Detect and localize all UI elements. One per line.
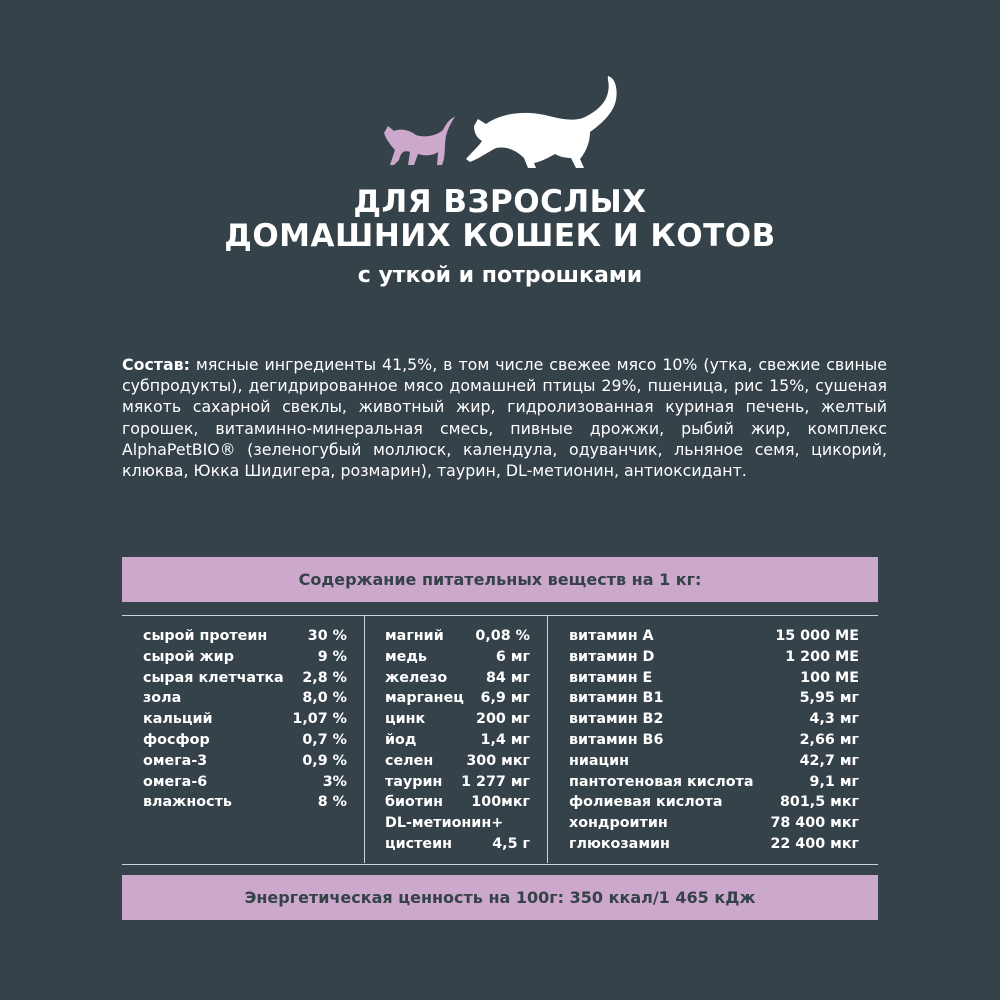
nutrient-row: [569, 647, 859, 668]
nutrient-value: 5,95 мг: [799, 690, 859, 707]
nutrient-name: марганец: [385, 690, 464, 707]
nutrient-name: кальций: [143, 711, 213, 728]
subtitle: с уткой и потрошками: [357, 263, 643, 288]
nutrient-name: влажность: [143, 794, 232, 811]
nutrient-name: селен: [385, 752, 434, 769]
energy-value: Энергетическая ценность на 100г: 350 ккал/1 465 кДж: [122, 875, 878, 920]
nutrient-row: [569, 688, 859, 709]
nutrient-name: фосфор: [143, 731, 210, 748]
column-divider: [364, 615, 365, 863]
nutrient-name: сырой жир: [143, 648, 234, 665]
nutrient-row: [385, 626, 530, 647]
nutrient-value: 2,66 мг: [799, 731, 859, 748]
nutrient-row: [569, 751, 859, 772]
title-line-2: ДОМАШНИХ КОШЕК И КОТОВ: [224, 218, 776, 254]
nutrient-name: хондроитин: [569, 815, 668, 832]
cats-illustration: [0, 0, 1000, 180]
nutrient-value: 1 277 мг: [461, 773, 530, 790]
nutrient-name: омега-3: [143, 752, 208, 769]
composition-label: Состав:: [122, 355, 190, 374]
nutrient-row: [569, 730, 859, 751]
nutrient-row: [385, 792, 530, 813]
nutrient-value: 1 200 МЕ: [785, 648, 859, 665]
nutrient-row: [143, 668, 347, 689]
nutrient-value: 8 %: [317, 794, 347, 811]
nutrient-row: [385, 751, 530, 772]
nutrient-row: [143, 751, 347, 772]
nutrient-row: [385, 647, 530, 668]
nutrient-value: 0,08 %: [475, 628, 530, 644]
nutrient-row: [385, 834, 530, 855]
nutrients-column-3: [569, 626, 859, 855]
nutrient-value: 15 000 МЕ: [775, 628, 859, 644]
nutrient-name: витамин В6: [569, 731, 664, 748]
nutrient-value: 6 мг: [495, 648, 530, 665]
kitten-icon: [384, 117, 455, 165]
nutrient-value: 42,7 мг: [799, 752, 859, 769]
nutrient-value: 9,1 мг: [809, 773, 859, 790]
nutrient-value: 22 400 мкг: [770, 835, 859, 852]
nutrients-column-2: [385, 626, 530, 855]
nutrient-value: 9 %: [317, 648, 347, 665]
nutrient-value: 8,0 %: [302, 690, 347, 707]
nutrient-name: омега-6: [143, 773, 208, 790]
nutrient-row: [143, 688, 347, 709]
nutrient-value: 100 МЕ: [800, 669, 859, 686]
nutrient-value: 300 мкг: [466, 752, 530, 769]
nutrient-row: [385, 668, 530, 689]
nutrient-row: [385, 688, 530, 709]
composition-text: [122, 354, 887, 481]
nutrient-row: [385, 772, 530, 793]
nutrient-value: 84 мг: [485, 669, 530, 686]
nutrient-name: зола: [143, 690, 182, 707]
nutrient-value: 78 400 мкг: [770, 815, 859, 832]
nutrient-name: DL-метионин+: [385, 815, 504, 832]
nutrient-value: 1,4 мг: [480, 731, 530, 748]
nutrient-value: 3%: [322, 773, 347, 790]
nutrient-row: [385, 730, 530, 751]
nutrient-row: [569, 709, 859, 730]
nutrient-value: 0,9 %: [302, 752, 347, 769]
nutrient-row: [569, 834, 859, 855]
nutrient-value: 0,7 %: [302, 731, 347, 748]
nutrient-value: 4,3 мг: [809, 711, 859, 728]
title-line-1: ДЛЯ ВЗРОСЛЫХ: [353, 184, 647, 220]
nutrient-row: [143, 792, 347, 813]
nutrient-name: глюкозамин: [569, 835, 670, 852]
nutrient-value: 1,07 %: [292, 711, 347, 728]
nutrient-name: биотин: [385, 794, 444, 811]
nutrient-name: пантотеновая кислота: [569, 773, 754, 790]
nutrient-row: [569, 626, 859, 647]
nutrient-name: таурин: [385, 773, 443, 790]
nutrient-value: 30 %: [307, 628, 347, 644]
nutrient-row: [143, 730, 347, 751]
nutrients-column-1: [143, 626, 347, 813]
nutrient-name: железо: [385, 669, 448, 686]
nutrient-name: витамин D: [569, 648, 655, 665]
nutrient-name: цинк: [385, 711, 426, 728]
nutrient-row: [143, 647, 347, 668]
nutrient-value: 4,5 г: [492, 835, 530, 852]
nutrient-name: витамин В1: [569, 690, 664, 707]
cat-icon: [466, 76, 617, 168]
nutrient-name: сырой протеин: [143, 628, 268, 644]
nutrient-row: [143, 709, 347, 730]
nutrient-name: витамин В2: [569, 711, 664, 728]
column-divider: [547, 615, 548, 863]
nutrient-name: магний: [385, 628, 444, 644]
nutrient-row: [143, 626, 347, 647]
nutrient-value: 801,5 мкг: [779, 794, 859, 811]
nutrient-name: медь: [385, 648, 427, 665]
nutrient-row: [569, 772, 859, 793]
nutrients-heading: Содержание питательных веществ на 1 кг:: [122, 557, 878, 602]
nutrient-value: 6,9 мг: [480, 690, 530, 707]
nutrient-row: [385, 709, 530, 730]
nutrient-row: [385, 813, 530, 834]
nutrient-name: витамин Е: [569, 669, 653, 686]
nutrient-row: [569, 792, 859, 813]
nutrient-name: витамин А: [569, 628, 654, 644]
nutrient-name: сырая клетчатка: [143, 669, 284, 686]
nutrient-row: [569, 668, 859, 689]
nutrient-value: 100мкг: [471, 794, 530, 811]
nutrient-name: ниацин: [569, 752, 630, 769]
nutrient-value: 200 мг: [476, 711, 530, 728]
composition-body: мясные ингредиенты 41,5%, в том числе свежее мясо 10% (утка, свежие свиные субпродукты), дегидрированное мясо домашней птицы 29%, пшеница, рис 15%, сушеная мякоть сахарной свеклы, животный жир, гидролизованная куриная печень, желтый горошек, витаминно-минеральная смесь, пивные дрожжи, рыбий жир, комплекс AlphaPetBIO® (зеленогубый моллюск, календула, одуванчик, льняное семя, цикорий, клюква, Юкка Шидигера, розмарин), таурин, DL-метионин, антиоксидант.: [122, 355, 887, 481]
nutrient-value: 2,8 %: [302, 669, 347, 686]
nutrient-name: цистеин: [385, 835, 452, 852]
nutrient-name: йод: [385, 731, 417, 748]
nutrient-name: фолиевая кислота: [569, 794, 723, 811]
nutrient-row: [569, 813, 859, 834]
nutrient-row: [143, 772, 347, 793]
